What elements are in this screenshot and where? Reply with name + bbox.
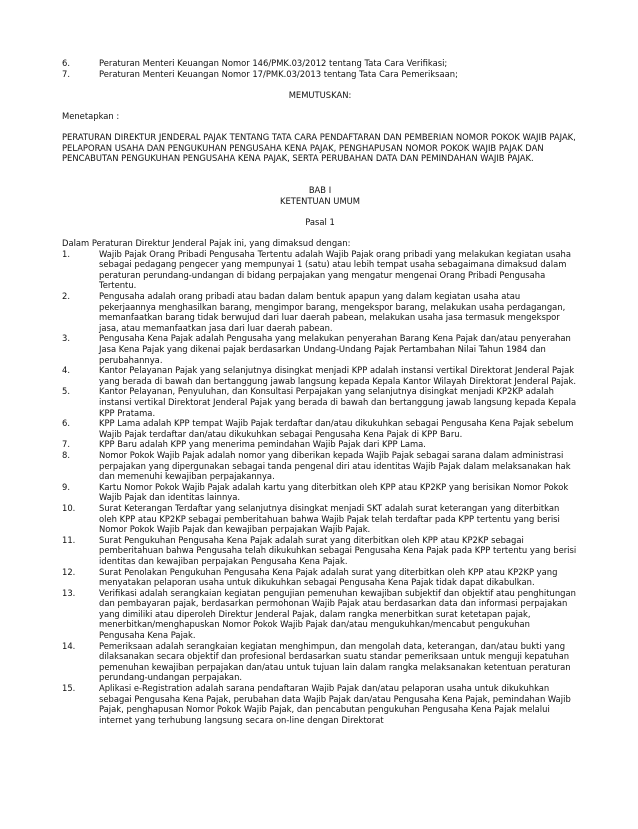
definition-text: Surat Pengukuhan Pengusaha Kena Pajak adalah surat yang diterbitkan oleh KPP atau KP2KP sebagai pemberitahuan bahwa Pengusaha telah dikukuhkan sebagai Pengusaha Kena Pajak pada KPP tertentu yang berisi identitas dan kewajiban perpajakan Pengusaha Kena Pajak. [99, 534, 577, 566]
reference-list [62, 58, 578, 79]
definition-number: 11. [62, 534, 76, 545]
definition-item [62, 683, 578, 725]
definition-number: 6. [62, 418, 70, 429]
definition-item [62, 567, 578, 588]
definition-item [62, 249, 578, 291]
reference-item [62, 58, 578, 69]
article-number: Pasal 1 [305, 216, 335, 227]
reference-text: Peraturan Menteri Keuangan Nomor 146/PMK.03/2012 tentang Tata Cara Verifikasi; [99, 58, 448, 68]
definition-item [62, 482, 578, 503]
definition-item [62, 333, 578, 365]
reference-text: Peraturan Menteri Keuangan Nomor 17/PMK.03/2013 tentang Tata Cara Pemeriksaan; [99, 68, 458, 79]
definition-text: Wajib Pajak Orang Pribadi Pengusaha Tertentu adalah Wajib Pajak orang pribadi yang melakukan kegiatan usaha sebagai pedagang pengecer yang mempunyai 1 (satu) atau lebih tempat usaha sebagaimana dimaksud dalam peraturan perundang-undangan di bidang perpajakan yang mengatur mengenai Orang Pribadi Pengusaha Tertentu. [99, 248, 571, 291]
definition-item [62, 641, 578, 683]
definition-item [62, 365, 578, 386]
definition-number: 5. [62, 386, 70, 397]
definition-number: 9. [62, 481, 70, 492]
definition-number: 2. [62, 291, 70, 302]
definition-text: Nomor Pokok Wajib Pajak adalah nomor yang diberikan kepada Wajib Pajak sebagai sarana dalam administrasi perpajakan yang dipergunakan sebagai tanda pengenal diri atau identitas Wajib Pajak dalam melaksanakan hak dan memenuhi kewajiban perpajakannya. [99, 449, 571, 482]
definition-text: Pengusaha adalah orang pribadi atau badan dalam bentuk apapun yang dalam kegiatan usaha atau pekerjaannya menghasilkan barang, mengimpor barang, mengekspor barang, melakukan usaha perdagangan, memanfaatkan barang tidak berwujud dari luar daerah pabean, melakukan usaha jasa termasuk mengekspor jasa, atau memanfaatkan jasa dari luar daerah pabean. [99, 291, 566, 333]
regulation-title: PERATURAN DIREKTUR JENDERAL PAJAK TENTANG TATA CARA PENDAFTARAN DAN PEMBERIAN NOMOR POKOK WAJIB PAJAK, PELAPORAN USAHA DAN PENGUKUHAN PENGUSAHA KENA PAJAK, PENGHAPUSAN NOMOR POKOK WAJIB PAJAK DAN PENCABUTAN PENGUKUHAN PENGUSAHA KENA PAJAK, SERTA PERUBAHAN DATA DAN PEMINDAHAN WAJIB PAJAK. [62, 132, 576, 164]
chapter-number: BAB I [308, 185, 332, 196]
definition-number: 12. [62, 566, 76, 577]
definition-number: 14. [62, 640, 76, 651]
memutuskan-heading: MEMUTUSKAN: [288, 89, 352, 100]
definitions-intro: Dalam Peraturan Direktur Jenderal Pajak ini, yang dimaksud dengan: [62, 238, 351, 249]
definition-text: Aplikasi e-Registration adalah sarana pendaftaran Wajib Pajak dan/atau pelaporan usaha untuk dikukuhkan sebagai Pengusaha Kena Pajak, perubahan data Wajib Pajak dan/atau Pengusaha Kena Pajak, pemindahan Wajib Pajak, penghapusan Nomor Pokok Wajib Pajak, dan pencabutan pengukuhan Pengusaha Kena Pajak melalui internet yang terhubung langsung secara on-line dengan Direktorat [99, 683, 571, 725]
definition-item [62, 503, 578, 535]
definition-text: KPP Baru adalah KPP yang menerima pemindahan Wajib Pajak dari KPP Lama. [99, 439, 426, 450]
definition-number: 1. [62, 248, 70, 259]
definition-item [62, 291, 578, 333]
definition-text: Pengusaha Kena Pajak adalah Pengusaha yang melakukan penyerahan Barang Kena Pajak dan/atau penyerahan Jasa Kena Pajak yang dikenai pajak berdasarkan Undang-Undang Pajak Pertambahan Nilai Tahun 1984 dan perubahannya. [99, 333, 571, 365]
reference-number: 7. [62, 68, 70, 79]
definition-number: 10. [62, 502, 76, 513]
reference-item [62, 69, 578, 80]
definition-number: 15. [62, 683, 76, 694]
definition-text: Kantor Pelayanan, Penyuluhan, dan Konsultasi Perpajakan yang selanjutnya disingkat menjadi KP2KP adalah instansi vertikal Direktorat Jenderal Pajak yang berada di bawah dan bertanggung jawab langsung kepada Kepala KPP Pratama. [99, 386, 577, 418]
definitions-list [62, 249, 578, 726]
definition-text: Kantor Pelayanan Pajak yang selanjutnya disingkat menjadi KPP adalah instansi vertikal Direktorat Jenderal Pajak yang berada di bawah dan bertanggung jawab langsung kepada Kepala Kantor Wilayah Direktorat Jenderal Pajak. [99, 365, 576, 386]
definition-number: 3. [62, 333, 70, 344]
definition-text: Kartu Nomor Pokok Wajib Pajak adalah kartu yang diterbitkan oleh KPP atau KP2KP yang berisikan Nomor Pokok Wajib Pajak dan identitas lainnya. [99, 481, 569, 503]
menetapkan-label: Menetapkan : [62, 110, 120, 121]
definition-number: 8. [62, 449, 70, 460]
definition-item [62, 450, 578, 482]
definition-number: 7. [62, 439, 70, 450]
definition-number: 13. [62, 587, 76, 598]
definition-text: Surat Penolakan Pengukuhan Pengusaha Kena Pajak adalah surat yang diterbitkan oleh KPP atau KP2KP yang menyatakan pelaporan usaha untuk dikukuhkan sebagai Pengusaha Kena Pajak tidak dapat dikabulkan. [99, 566, 558, 588]
definition-text: Surat Keterangan Terdaftar yang selanjutnya disingkat menjadi SKT adalah surat keterangan yang diterbitkan oleh KPP atau KP2KP sebagai pemberitahuan bahwa Wajib Pajak telah terdaftar pada KPP tertentu yang berisi Nomor Pokok Wajib Pajak dan kewajiban perpajakan Wajib Pajak. [99, 502, 560, 535]
definition-text: Pemeriksaan adalah serangkaian kegiatan menghimpun, dan mengolah data, keterangan, dan/atau bukti yang dilaksanakan secara objektif dan profesional berdasarkan suatu standar pemeriksaan untuk menguji kepatuhan pemenuhan kewajiban perpajakan dan/atau untuk tujuan lain dalam rangka melaksanakan ketentuan peraturan perundang-undangan perpajakan. [99, 640, 571, 683]
reference-number: 6. [62, 58, 70, 68]
definition-number: 4. [62, 365, 70, 376]
definition-item [62, 386, 578, 418]
definition-item [62, 588, 578, 641]
definition-item [62, 439, 578, 450]
chapter-title: KETENTUAN UMUM [279, 195, 361, 206]
definition-item [62, 535, 578, 567]
definition-text: KPP Lama adalah KPP tempat Wajib Pajak terdaftar dan/atau dikukuhkan sebagai Pengusaha Kena Pajak sebelum Wajib Pajak terdaftar dan/atau dikukuhkan sebagai Pengusaha Kena Pajak di KPP Baru. [99, 418, 574, 439]
definition-text: Verifikasi adalah serangkaian kegiatan pengujian pemenuhan kewajiban subjektif dan objektif atau penghitungan dan pembayaran pajak, berdasarkan permohonan Wajib Pajak atau berdasarkan data dan informasi perpajakan yang dimiliki atau diperoleh Direktur Jenderal Pajak, dalam rangka menerbitkan surat ketetapan pajak, menerbitkan/menghapuskan Nomor Pokok Wajib Pajak dan/atau mengukuhkan/mencabut pengukuhan Pengusaha Kena Pajak. [99, 587, 576, 641]
definition-item [62, 418, 578, 439]
